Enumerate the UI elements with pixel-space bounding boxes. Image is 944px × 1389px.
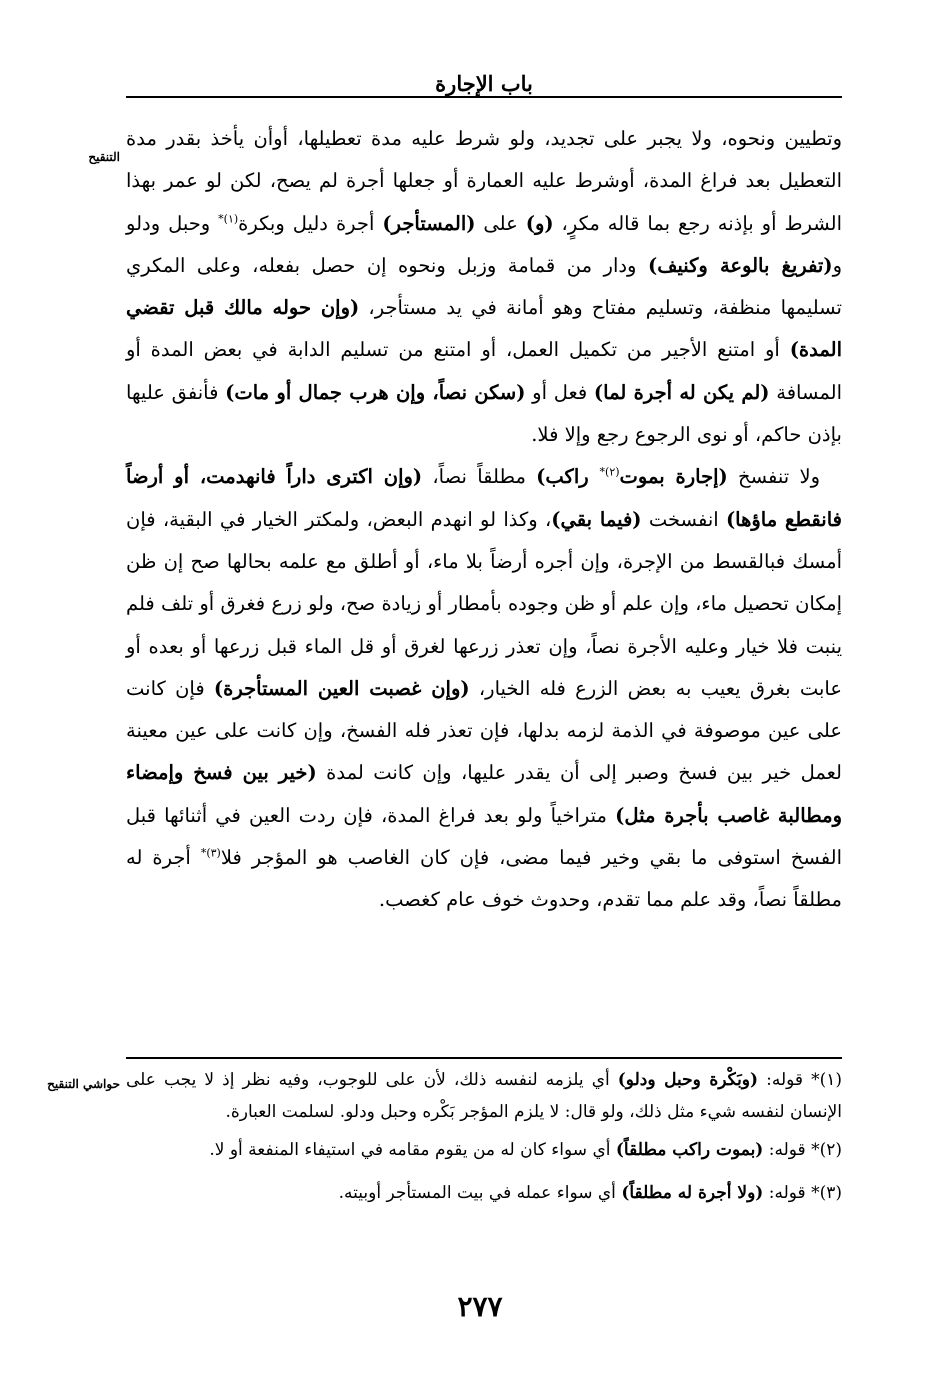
footnote-rule — [126, 1057, 842, 1059]
footnote-ref-1: (١)* — [218, 212, 239, 226]
running-header — [126, 60, 842, 96]
margin-label-tanqih: التنقيح — [88, 150, 120, 164]
chapter-title: باب الإجارة — [435, 71, 533, 96]
footnote-3: (٣)* قوله: (ولا أجرة له مطلقاً) أي سواء عمله في بيت المستأجر أوبيته. — [338, 1183, 842, 1203]
paragraph-2: ولا تنفسخ (إجارة بموت$^{(٢)*}$ راكب) مطلقاً نصاً، (وإن اكترى داراً فانهدمت، أو أرضاً فانقطع ماؤها) انفسخت (فيما بقي)، وكذا لو انهدم البعض، ولمكتر الخيار في البقية، فإن أمسك فبالقسط من الإجرة، وإن أجره أرضاً بلا ماء، أو أطلق مع علمه بحالها صح إن ظن إمكان تحصيل ماء، وإن علم أو ظن وجوده بأمطار أو زيادة صح، ولو زرع فغرق أو تلف فلم ينبت فلا خيار وعليه الأجرة نصاً، وإن تعذر زرعها لغرق أو قل الماء قبل زرعها أو بعده أو عابت بغرق يعيب به بعض الزرع فله الخيار، (وإن غصبت العين المستأجرة) فإن كانت على عين موصوفة في الذمة لزمه بدلها، فإن تعذر فله الفسخ، وإن كانت على عين معينة لعمل خير بين فسخ وصبر إلى أن يقدر عليها، وإن كانت لمدة (خير بين فسخ وإمضاء ومطالبة غاصب بأجرة مثل) متراخياً ولو بعد فراغ المدة، فإن ردت العين في أثنائها قبل الفسخ استوفى ما بقي وخير فيما مضى، فإن كان الغاصب هو المؤجر فلا$^{(٣)*}$ أجرة له مطلقاً نصاً، وقد علم مما تقدم، وحدوث خوف عام كغصب. — [126, 465, 842, 912]
page-number: ٢٧٧ — [457, 1290, 503, 1323]
footnote-1: (١)* قوله: (وبَكْرة وحبل ودلو) أي يلزمه لنفسه ذلك، لأن على للوجوب، وفيه نظر إذ لا يجب على الإنسان لنفسه شيء مثل ذلك، ولو قال: لا يلزم المؤجر بَكْره وحبل ودلو. لسلمت العبارة. — [126, 1070, 842, 1122]
main-text — [126, 118, 842, 922]
footnotes — [126, 1064, 842, 1207]
margin-label-footnotes: حواشي التنقيح — [47, 1077, 120, 1091]
footnote-ref-3: (٣)* — [200, 846, 221, 860]
paragraph-1: وتطيين ونحوه، ولا يجبر على تجديد، ولو شرط عليه مدة تعطيلها، أوأن يأخذ بقدر مدة التعطيل بعد فراغ المدة، أوشرط عليه العمارة أو جعلها أجرة لم يصح، لكن لو عمر بهذا الشرط أو بإذنه رجع بما قاله مكرٍ، (و) على (المستأجر) أجرة دليل وبكرة$^{(١)*}$ وحبل ودلو و(تفريغ بالوعة وكنيف) ودار من قمامة وزبل ونحوه إن حصل بفعله، وعلى المكري تسليمها منظفة، وتسليم مفتاح وهو أمانة في يد مستأجر، (وإن حوله مالك قبل تقضي المدة) أو امتنع الأجير من تكميل العمل، أو امتنع من تسليم الدابة في بعض المدة أو المسافة (لم يكن له أجرة لما) فعل أو (سكن نصاً، وإن هرب جمال أو مات) فأنفق عليها بإذن حاكم، أو نوى الرجوع رجع وإلا فلا. — [126, 127, 843, 447]
header-rule — [126, 96, 842, 98]
footnote-2: (٢)* قوله: (بموت راكب مطلقاً) أي سواء كان له من يقوم مقامه في استيفاء المنفعة أو لا. — [209, 1140, 842, 1160]
footnote-ref-2: (٢)* — [599, 465, 620, 479]
